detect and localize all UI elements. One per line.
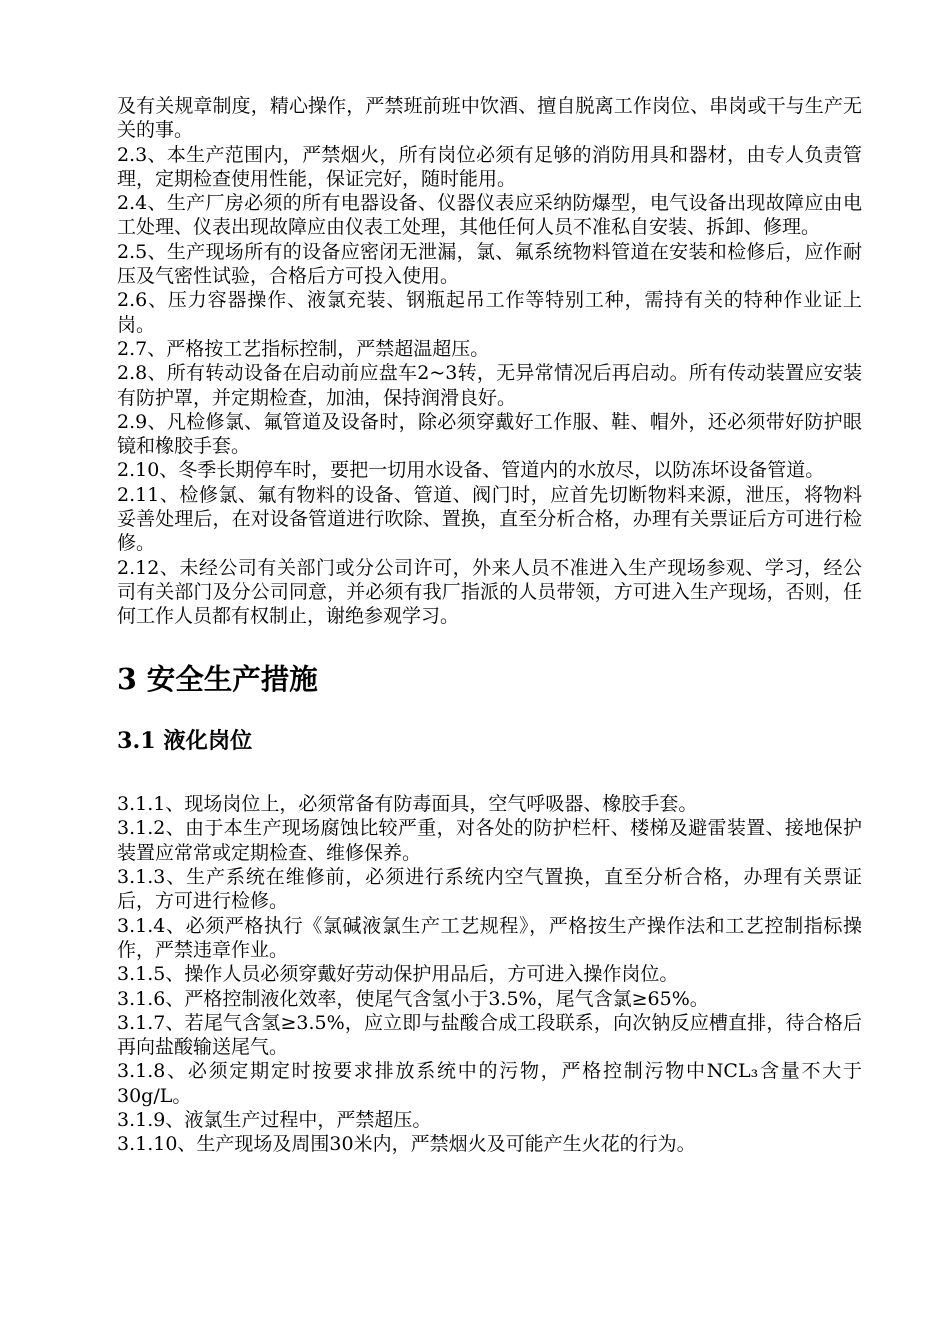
paragraph-3-1-7: 3.1.7、若尾气含氢≥3.5%，应立即与盐酸合成工段联系，向次钠反应槽直排，待合格后再向盐酸输送尾气。 bbox=[117, 1011, 862, 1059]
paragraph-continuation: 及有关规章制度，精心操作，严禁班前班中饮酒、擅自脱离工作岗位、串岗或干与生产无关的事。 bbox=[117, 95, 862, 142]
paragraph-3-1-5: 3.1.5、操作人员必须穿戴好劳动保护用品后，方可进入操作岗位。 bbox=[117, 963, 679, 986]
document-page bbox=[117, 94, 862, 1157]
paragraph-2-6: 2.6、压力容器操作、液氯充装、钢瓶起吊工作等特别工种，需持有关的特种作业证上岗。 bbox=[117, 289, 862, 336]
paragraph-2-4: 2.4、生产厂房必须的所有电器设备、仪器仪表应采纳防爆型，电气设备出现故障应由电工处理、仪表出现故障应由仪表工处理，其他任何人员不准私自安装、拆卸、修理。 bbox=[117, 192, 862, 239]
paragraph-2-10: 2.10、冬季长期停车时，要把一切用水设备、管道内的水放尽，以防冻坏设备管道。 bbox=[117, 459, 825, 482]
paragraph-3-1-1: 3.1.1、现场岗位上，必须常备有防毒面具，空气呼吸器、橡胶手套。 bbox=[117, 793, 698, 816]
subsection-heading: 3.1 液化岗位 bbox=[117, 727, 253, 754]
paragraph-3-1-8: 3.1.8、必须定期定时按要求排放系统中的污物，严格控制污物中NCL₃含量不大于30g/L。 bbox=[117, 1060, 862, 1107]
paragraph-2-7: 2.7、严格按工艺指标控制，严禁超温超压。 bbox=[117, 337, 490, 360]
paragraph-3-1-6: 3.1.6、严格控制液化效率，使尾气含氢小于3.5%，尾气含氯≥65%。 bbox=[117, 987, 709, 1010]
paragraph-2-9: 2.9、凡检修氯、氟管道及设备时，除必须穿戴好工作服、鞋、帽外，还必须带好防护眼镜和橡胶手套。 bbox=[117, 410, 862, 458]
paragraph-3-1-2: 3.1.2、由于本生产现场腐蚀比较严重，对各处的防护栏杆、楼梯及避雷装置、接地保护装置应常常或定期检查、维修保养。 bbox=[117, 817, 862, 864]
paragraph-2-12: 2.12、未经公司有关部门或分公司许可，外来人员不准进入生产现场参观、学习，经公司有关部门及分公司同意，并必须有我厂指派的人员带领，方可进入生产现场，否则，任何工作人员都有权制止，谢绝参观学习。 bbox=[117, 556, 862, 628]
paragraph-2-8: 2.8、所有转动设备在启动前应盘车2~3转，无异常情况后再启动。所有传动装置应安装有防护罩，并定期检查，加油，保持润滑良好。 bbox=[117, 362, 862, 409]
paragraph-3-1-10: 3.1.10、生产现场及周围30米内，严禁烟火及可能产生火花的行为。 bbox=[117, 1133, 696, 1156]
paragraph-2-3: 2.3、本生产范围内，严禁烟火，所有岗位必须有足够的消防用具和器材，由专人负责管理，定期检查使用性能，保证完好，随时能用。 bbox=[117, 143, 862, 190]
paragraph-3-1-4: 3.1.4、必须严格执行《氯碱液氯生产工艺规程》，严格按生产操作法和工艺控制指标操作，严禁违章作业。 bbox=[117, 914, 862, 961]
paragraph-3-1-9: 3.1.9、液氯生产过程中，严禁超压。 bbox=[117, 1108, 432, 1131]
paragraph-2-5: 2.5、生产现场所有的设备应密闭无泄漏，氯、氟系统物料管道在安装和检修后，应作耐压及气密性试验，合格后方可投入使用。 bbox=[117, 240, 862, 288]
paragraph-3-1-3: 3.1.3、生产系统在维修前，必须进行系统内空气置换，直至分析合格，办理有关票证后，方可进行检修。 bbox=[117, 866, 862, 913]
paragraph-2-11: 2.11、检修氯、氟有物料的设备、管道、阀门时，应首先切断物料来源，泄压，将物料妥善处理后，在对设备管道进行吹除、置换，直至分析合格，办理有关票证后方可进行检修。 bbox=[117, 483, 862, 555]
section-heading: 3 安全生产措施 bbox=[117, 661, 318, 696]
